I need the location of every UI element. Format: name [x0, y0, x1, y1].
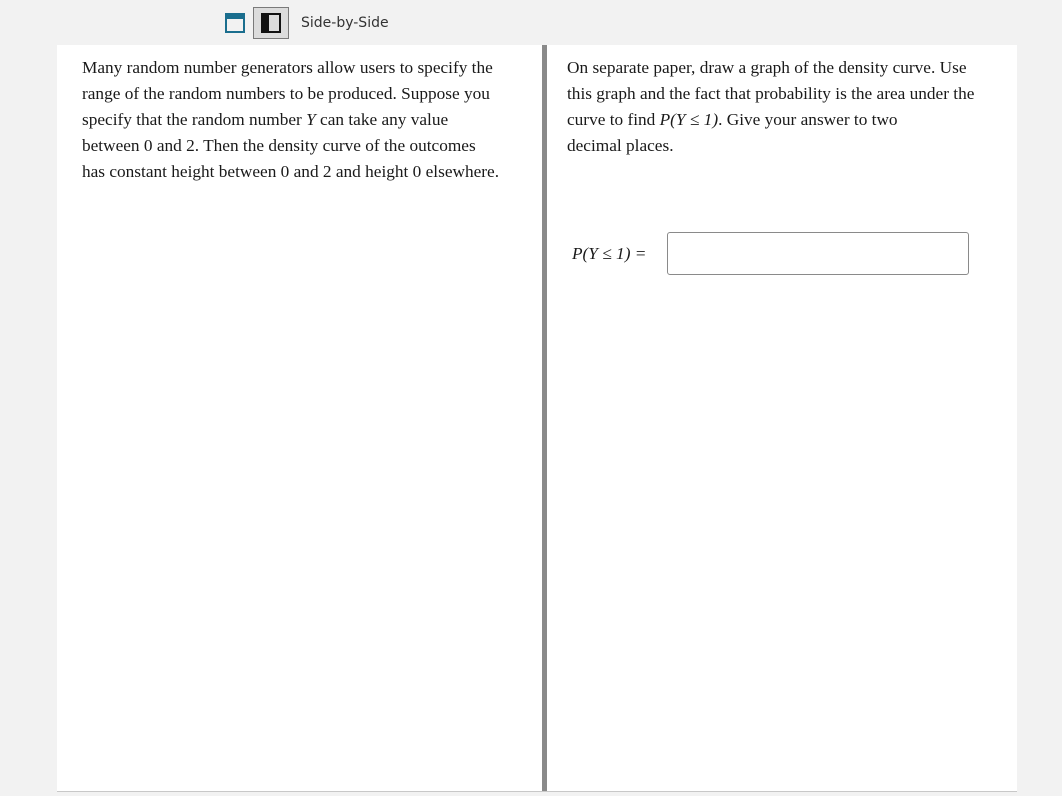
side-by-side-view-button[interactable]: [253, 7, 289, 39]
view-toolbar: [217, 7, 389, 39]
question-prompt: [567, 55, 997, 159]
stem-line-3-end: can take any value: [315, 110, 449, 129]
variable-y: Y: [306, 110, 316, 129]
prompt-line-3-start: curve to find: [567, 110, 660, 129]
bottom-border: [57, 791, 1017, 792]
view-mode-label: Side-by-Side: [301, 15, 389, 31]
left-pane: [57, 45, 542, 791]
answer-row: [572, 232, 969, 275]
prompt-line-2: this graph and the fact that probability is the area under the: [567, 84, 975, 103]
stem-line-5: has constant height between 0 and 2 and height 0 elsewhere.: [82, 162, 500, 181]
side-by-side-layout-icon: [261, 13, 281, 33]
stacked-view-button[interactable]: [217, 7, 253, 39]
stem-line-4: between 0 and 2. Then the density curve of the outcomes: [82, 136, 476, 155]
prompt-line-3-end: . Give your answer to two: [718, 110, 898, 129]
probability-expression: P(Y ≤ 1): [659, 110, 719, 129]
stem-line-3-start: specify that the random number: [82, 110, 307, 129]
stem-line-2: range of the random numbers to be produced. Suppose you: [82, 84, 490, 103]
prompt-line-4: decimal places.: [567, 136, 674, 155]
stem-line-1: Many random number generators allow users to specify the: [82, 58, 493, 77]
answer-label: P(Y ≤ 1) =: [572, 243, 647, 263]
stacked-layout-icon: [225, 13, 245, 33]
prompt-line-1: On separate paper, draw a graph of the density curve. Use: [567, 58, 967, 77]
right-pane: [547, 45, 1017, 791]
answer-input[interactable]: [667, 232, 969, 275]
question-content: [57, 45, 1017, 791]
problem-stem: [82, 55, 522, 185]
